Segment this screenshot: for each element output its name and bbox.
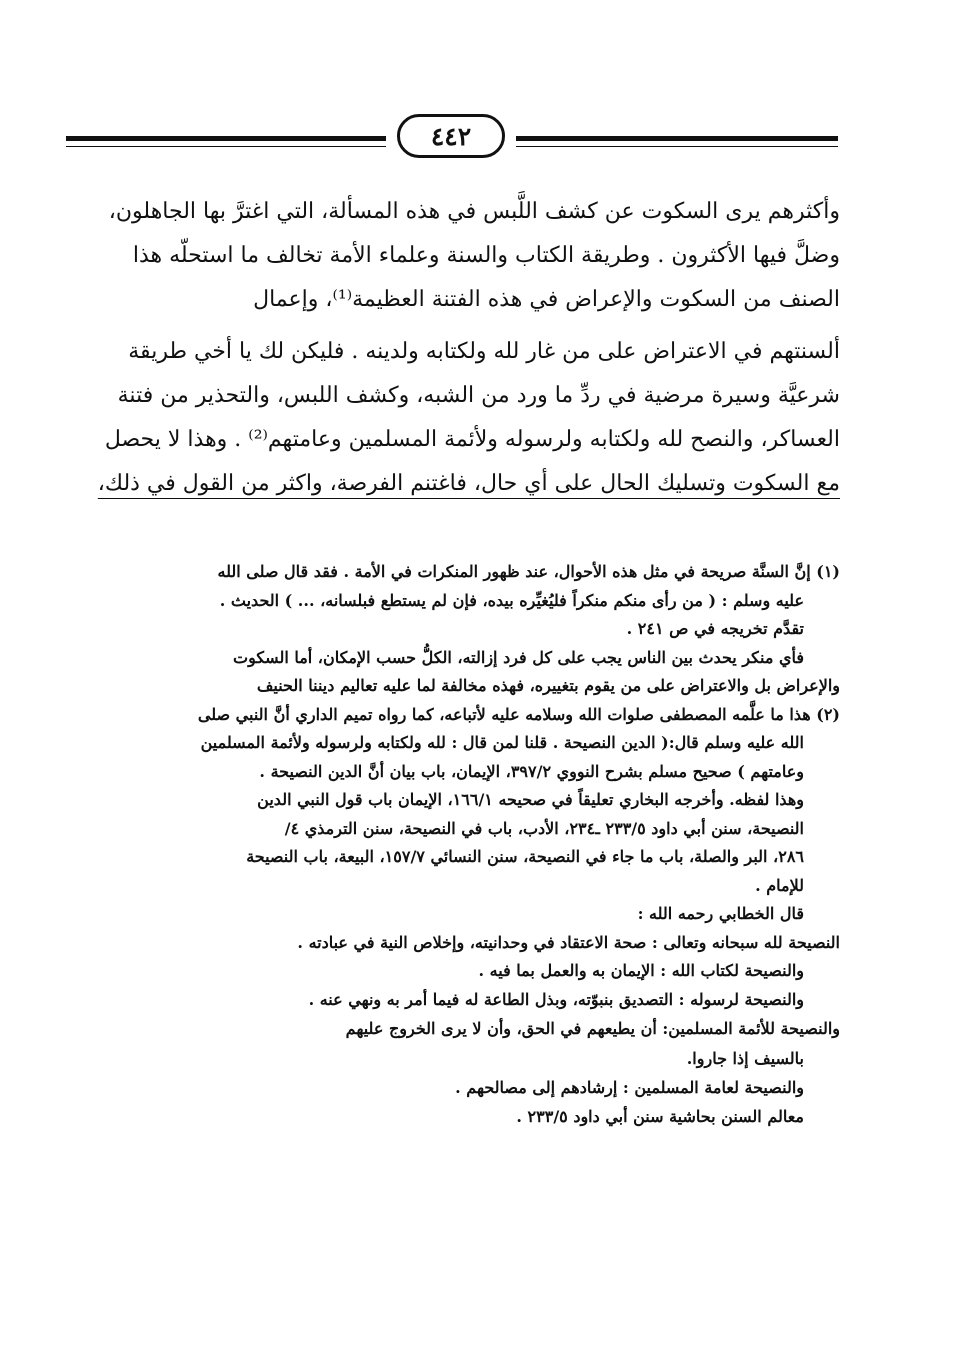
footnote-line: وعامتهم ) صحيح مسلم بشرح النووي ٣٩٧/٢، الإيمان، باب بيان أنَّ الدين النصيحة . xyxy=(259,761,804,781)
main-line: شرعيَّة وسيرة مرضية في ردِّ ما ورد من الشبه، وكشف اللبس، والتحذير من فتنة xyxy=(117,383,840,408)
footnote-line: والنصيحة للأئمة المسلمين: أن يطيعهم في الحق، وأن لا يرى الخروج عليهم xyxy=(345,1019,840,1038)
footnotes xyxy=(66,558,840,1131)
main-line: وأكثرهم يرى السكوت عن كشف اللَّبس في هذه المسألة، التي اغترَّ بها الجاهلون، xyxy=(108,199,840,224)
footnote-line: ٢٨٦، البر والصلة، باب ما جاء في النصيحة، سنن النسائي ١٥٧/٧، البيعة، باب النصيحة xyxy=(246,847,804,866)
footnote-line: فأي منكر يحدث بين الناس يجب على كل فرد إزالته، الكلُّ حسب الإمكان، أما السكوت xyxy=(233,647,804,667)
footnote-line: وهذا لفظه. وأخرجه البخاري تعليقاً في صحيحه ١٦٦/١، الإيمان باب قول النبي الدين xyxy=(257,790,804,809)
header-rule-left xyxy=(66,136,386,152)
footnote-line: والنصيحة لكتاب الله : الإيمان به والعمل بما فيه . xyxy=(478,961,804,980)
main-line: مع السكوت وتسليك الحال على أي حال، فاغتنم الفرصة، واكثر من القول في ذلك، xyxy=(97,471,840,496)
page-number: ٤٤٢ xyxy=(397,114,505,158)
footnote-line: معالم السنن بحاشية سنن أبي داود ٢٣٣/٥ . xyxy=(516,1106,804,1126)
footnote-line: بالسيف إذا جاروا. xyxy=(686,1049,804,1068)
footnote-line: تقدَّم تخريجه في ص ٢٤١ . xyxy=(626,619,804,638)
footnote-line: والنصيحة لعامة المسلمين : إرشادهم إلى مصالحهم . xyxy=(455,1078,804,1097)
page-header xyxy=(66,112,838,162)
main-line: وضلَّ فيها الأكثرون . وطريقة الكتاب والسنة وعلماء الأمة تخالف ما استحلّه هذا xyxy=(132,243,840,268)
footnote-line: للإمام . xyxy=(755,875,804,895)
main-line: ألسنتهم في الاعتراض على من غار لله ولكتابه ولدينه . فليكن لك يا أخي طريقة xyxy=(128,339,840,364)
footnote-line: النصيحة لله سبحانه وتعالى : صحة الاعتقاد في وحدانيته، وإخلاص النية في عبادته . xyxy=(297,932,840,952)
footnote-line: عليه وسلم : ( من رأى منكم منكراً فليُغيِّره بيده، فإن لم يستطع فبلسانه، ... ) الحديث . xyxy=(219,590,804,610)
main-line: العساكر، والنصح لله ولكتابه ولرسوله ولأئمة المسلمين وعامتهم⁽²⁾ . وهذا لا يحصل xyxy=(104,427,840,452)
footnote-line: قال الخطابي رحمه الله : xyxy=(637,904,804,923)
main-line: الصنف من السكوت والإعراض في هذه الفتنة العظيمة⁽¹⁾، وإعمال xyxy=(253,287,840,312)
footnote-line: (٢) هذا ما علَّمه المصطفى صلوات الله وسلامه عليه لأتباعه، كما رواه تميم الداري أنَّ النبي صلى xyxy=(197,704,840,724)
footnote-line: الله عليه وسلم قال:( الدين النصيحة . قلنا لمن قال : لله ولكتابه ولرسوله ولأئمة المسلمين xyxy=(200,733,804,752)
main-text xyxy=(64,190,840,506)
footnote-line: والإعراض بل والاعتراض على من يقوم بتغييره، فهذه مخالفة لما عليه تعاليم ديننا الحنيف xyxy=(256,676,840,695)
footnote-line: (١) إنَّ السنَّة صريحة في مثل هذه الأحوال، عند ظهور المنكرات في الأمة . فقد قال صلى الله xyxy=(217,562,840,581)
header-rule-right xyxy=(516,136,838,152)
footnote-line: النصيحة، سنن أبي داود ٢٣٣/٥ ـ٢٣٤، الأدب، باب في النصيحة، سنن الترمذي ٤/ xyxy=(284,818,804,838)
footnote-line: والنصيحة لرسوله : التصديق بنبوّته، وبذل الطاعة له فيما أمر به ونهي عنه . xyxy=(308,989,804,1009)
